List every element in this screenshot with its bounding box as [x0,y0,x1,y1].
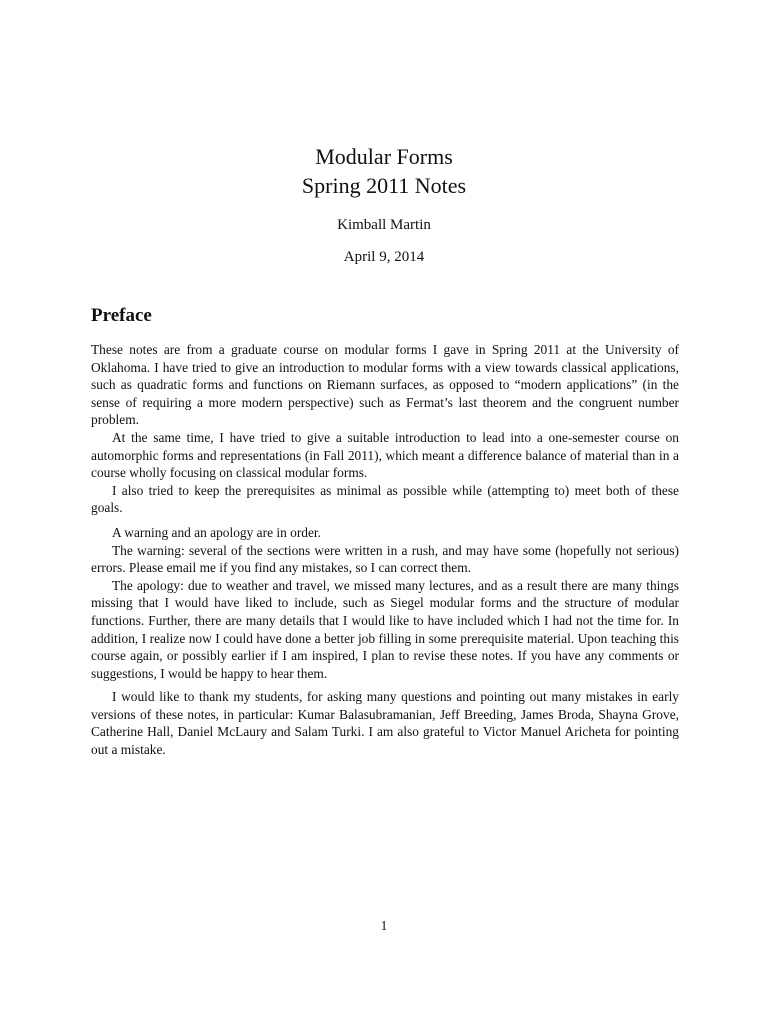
author-name: Kimball Martin [337,217,431,233]
page-number: 1 [380,918,388,933]
paragraph: These notes are from a graduate course on modular forms I gave in Spring 2011 at the University of Oklahoma. I have tried to give an introduction to modular forms with a view towards classical applications, such as quadratic forms and functions on Riemann surfaces, as opposed to “modern applications” (in the sense of requiring a more modern perspective) such as Fermat’s last theorem and the congruent number problem. [91,342,679,428]
paragraph: The warning: several of the sections were written in a rush, and may have some (hopefully not serious) errors. Please email me if you find any mistakes, so I can correct them. [91,542,679,576]
document-date: April 9, 2014 [343,249,425,265]
preface-block-3 [91,688,679,758]
paragraph: I would like to thank my students, for asking many questions and pointing out many mistakes in early versions of these notes, in particular: Kumar Balasubramanian, Jeff Breeding, James Broda, Shayna Grove, Catherine Hall, Daniel McLaury and Salam Turki. I am also grateful to Victor Manuel Aricheta for pointing out a mistake. [91,689,679,757]
paragraph: A warning and an apology are in order. [112,525,321,540]
paragraph: I also tried to keep the prerequisites as minimal as possible while (attempting to) meet both of these goals. [91,482,679,516]
preface-block-1 [91,341,679,517]
document-title: Modular Forms [315,144,453,169]
paragraph: At the same time, I have tried to give a suitable introduction to lead into a one-semester course on automorphic forms and representations (in Fall 2011), which meant a difference balance of material than in a course wholly focusing on classical modular forms. [91,429,679,481]
paragraph: The apology: due to weather and travel, we missed many lectures, and as a result there are many things missing that I would have liked to include, such as Siegel modular forms and the structure of modular functions. Further, there are many details that I would like to have included which I had not the time for. In addition, I realize now I could have done a better job filling in some prerequisite material. Upon teaching this course again, or possibly earlier if I am inspired, I plan to revise these notes. If you have any comments or suggestions, I would be happy to hear them. [91,577,679,681]
preface-block-2 [91,524,679,682]
document-subtitle: Spring 2011 Notes [301,173,467,198]
section-heading-preface: Preface [91,305,152,326]
